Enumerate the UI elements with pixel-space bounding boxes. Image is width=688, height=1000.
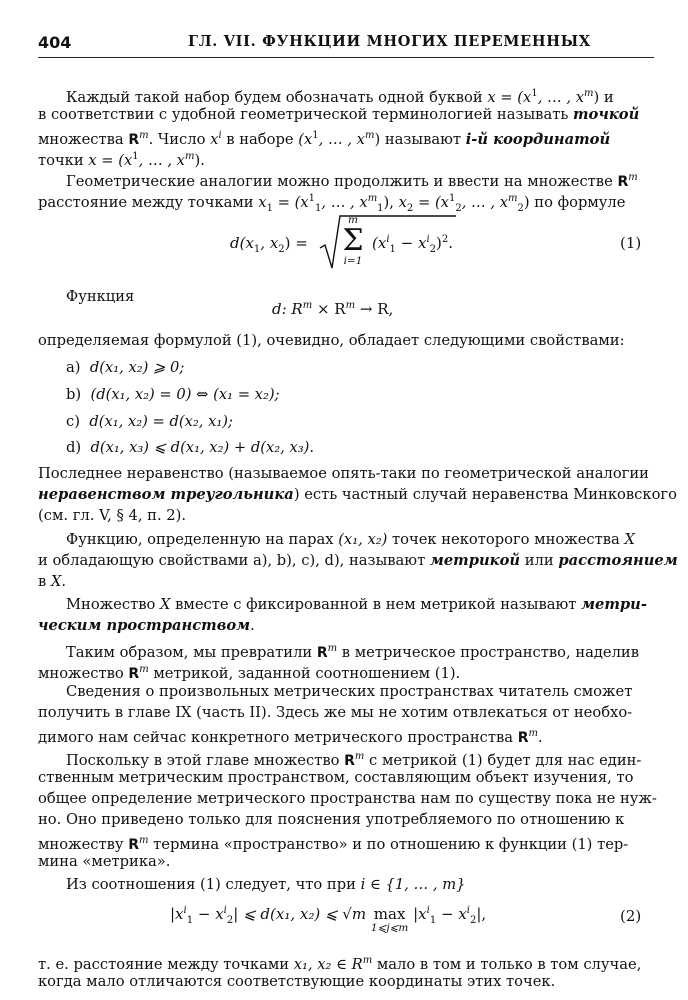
p8-line6: мина «метрика».: [38, 853, 171, 870]
function-formula: d: $R^m \times R^m \to R$,: [272, 300, 394, 318]
property-c: c) d(x₁, x₂) = d(x₂, x₁);: [66, 413, 233, 430]
p7-line3: димого нам сейчас конкретного метрического пространства $R^m$.: [38, 728, 543, 746]
property-a: a) d(x₁, x₂) ⩾ 0;: [66, 359, 185, 376]
p5-line1: Множество X вместе с фиксированной в нем метрикой называют метри-: [66, 596, 647, 613]
equation-number-2: (2): [620, 907, 642, 925]
equation-number-1: (1): [620, 234, 642, 252]
p7-line1: Сведения о произвольных метрических пространствах читатель сможет: [66, 683, 633, 700]
p8-line5: множеству $R^m$ термина «пространство» и по отношению к функции (1) тер-: [38, 835, 629, 853]
sum-symbol: m Σ i=1: [342, 214, 364, 267]
running-head: ГЛ. VII. ФУНКЦИИ МНОГИХ ПЕРЕМЕННЫХ: [188, 33, 591, 50]
page-number: 404: [38, 33, 72, 52]
p3-line1: Последнее неравенство (называемое опять-таки по геометрической аналогии: [38, 465, 649, 482]
p5-line2: ческим пространством.: [38, 617, 255, 634]
p4-line1: Функцию, определенную на парах (x₁, x₂) точек некоторого множества X: [66, 531, 635, 548]
p2-line2: расстояние между точками $x_1 = (x^1_1$, … , $x^m_1$), $x_2 = (x^1_2$, … , $x^m_2$) по формуле: [38, 193, 626, 214]
p2-line1: Геометрические аналогии можно продолжить и ввести на множестве $R^m$: [66, 172, 638, 190]
p10-line1: т. е. расстояние между точками x₁, x₂ ∈ $R^m$ мало в том и только в том случае,: [38, 955, 642, 973]
p4-line3: в X.: [38, 573, 67, 590]
p1-line2: в соответствии с удобной геометрической терминологией называть точкой: [38, 106, 640, 123]
p9-line1: Из соотношения (1) следует, что при i ∈ {1, … , m}: [66, 876, 466, 893]
p4-line2: и обладающую свойствами a), b), c), d), называют метрикой или расстоянием: [38, 552, 678, 569]
p1-line4: точки $x = (x^1$, … , $x^m$).: [38, 151, 205, 169]
p8-line1: Поскольку в этой главе множество $R^m$ с метрикой (1) будет для нас един-: [66, 751, 642, 769]
formula-1-lhs: $d(x_1$, $x_2$) =: [230, 234, 308, 255]
p7-line2: получить в главе IX (часть II). Здесь же мы не хотим отвлекаться от необхо-: [38, 704, 633, 721]
property-d: d) d(x₁, x₃) ⩽ d(x₁, x₂) + d(x₂, x₃).: [66, 439, 315, 456]
p1-line1: Каждый такой набор будем обозначать одной буквой $x = (x^1$, … , $x^m$) и: [66, 88, 614, 106]
p8-line4: но. Оно приведено только для пояснения употребляемого по отношению к: [38, 811, 625, 828]
p6-line2: множество $R^m$ метрикой, заданной соотношением (1).: [38, 664, 461, 682]
p3-line3: (см. гл. V, § 4, п. 2).: [38, 507, 187, 524]
function-label: Функция: [66, 288, 135, 305]
p8-line3: общее определение метрического пространства нам по существу пока не нуж-: [38, 790, 657, 807]
page-header: [38, 31, 654, 58]
property-b: b) (d(x₁, x₂) = 0) ⇔ (x₁ = x₂);: [66, 386, 280, 403]
p6-line1: Таким образом, мы превратили $R^m$ в метрическое пространство, наделив: [66, 643, 639, 661]
p10-line2: когда мало отличаются соответствующие координаты этих точек.: [38, 973, 556, 990]
formula-2: $|x^i_1 - x^i_2|$ ⩽ d(x₁, x₂) ⩽ √m max 1⩽j⩽m $|x^i_1 - x^i_2|$,: [170, 905, 487, 934]
formula-1-body: $(x^i_1 - x^i_2)^2$.: [372, 234, 454, 255]
function-after: определяемая формулой (1), очевидно, обладает следующими свойствами:: [38, 332, 625, 349]
p1-line3: множества $R^m$. Число $x^i$ в наборе ($x^1$, … , $x^m$) называют i-й координатой: [38, 130, 611, 148]
p3-line2: неравенством треугольника) есть частный случай неравенства Минковского: [38, 486, 677, 503]
p8-line2: ственным метрическим пространством, составляющим объект изучения, то: [38, 769, 634, 786]
